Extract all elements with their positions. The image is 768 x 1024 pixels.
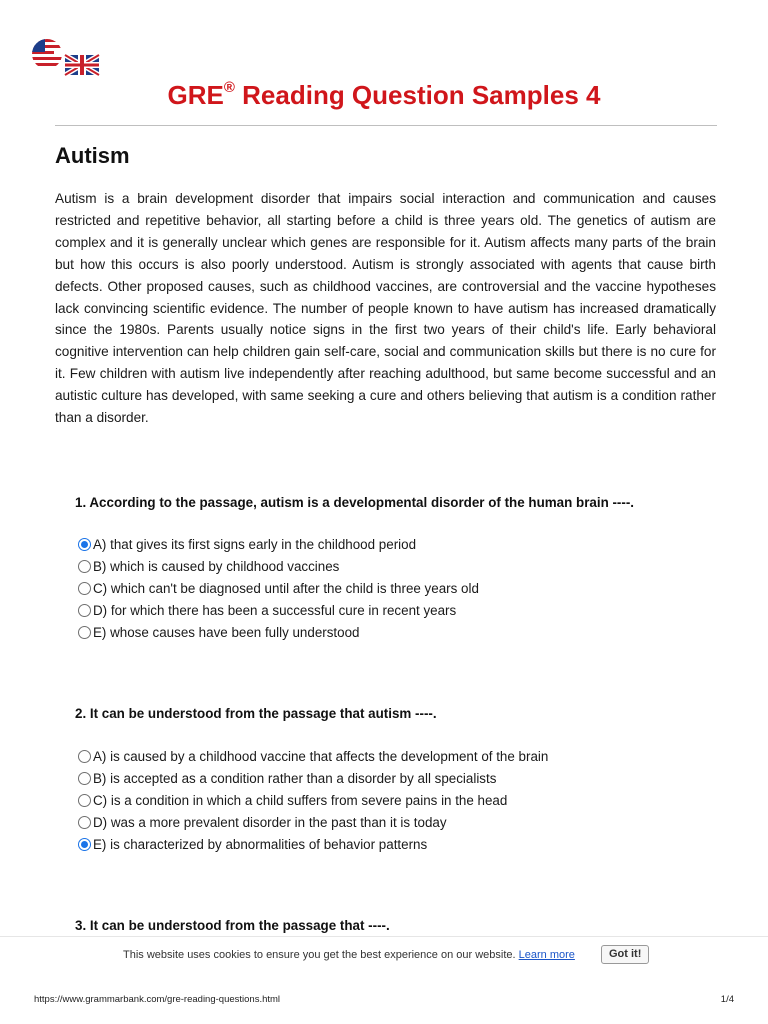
- got-it-button[interactable]: Got it!: [601, 945, 649, 964]
- page-title: GRE® Reading Question Samples 4: [167, 79, 601, 110]
- question-text: 1. According to the passage, autism is a developmental disorder of the human brain ----.: [75, 495, 635, 510]
- option-label: A) that gives its first signs early in the childhood period: [93, 536, 417, 552]
- option-label: B) which is caused by childhood vaccines: [93, 558, 340, 574]
- radio-selected-icon[interactable]: [78, 538, 91, 551]
- learn-more-link[interactable]: Learn more: [518, 949, 575, 961]
- radio-selected-icon[interactable]: [78, 838, 91, 851]
- answer-option-d[interactable]: [75, 599, 735, 621]
- answer-option-b[interactable]: [75, 555, 735, 577]
- article-heading: Autism: [55, 143, 130, 168]
- reading-passage: Autism is a brain development disorder that impairs social interaction and communication and causes restricted and repetitive behavior, all starting before a child is three years old. The genetics of autism are complex and it is generally unclear which genes are responsible for it. Autism affects many parts of the brain but how this occurs is also poorly understood. Autism is strongly associated with agents that cause birth defects. Other proposed causes, such as childhood vaccines, are controversial and the vaccine hypotheses lack convincing scientific evidence. The number of people known to have autism has increased dramatically since the 1980s. Parents usually notice signs in the first two years of their child's life. Early behavioral cognitive intervention can help children gain self-care, social and communication skills but there is no cure for it. Few children with autism live independently after reaching adulthood, but same become successful and an autistic culture has developed, with same seeking a cure and others believing that autism is a condition rather than a disorder.: [55, 191, 716, 426]
- option-label: C) is a condition in which a child suffers from severe pains in the head: [93, 792, 508, 808]
- page-number: 1/4: [720, 994, 734, 1005]
- radio-icon[interactable]: [78, 582, 91, 595]
- radio-icon[interactable]: [78, 794, 91, 807]
- registered-mark: ®: [223, 79, 235, 97]
- radio-icon[interactable]: [78, 750, 91, 763]
- option-label: C) which can't be diagnosed until after the child is three years old: [93, 580, 479, 596]
- radio-icon[interactable]: [78, 626, 91, 639]
- footer-url: https://www.grammarbank.com/gre-reading-questions.html: [34, 994, 281, 1005]
- question-text: 2. It can be understood from the passage that autism ----.: [75, 706, 437, 721]
- option-label: D) was a more prevalent disorder in the past than it is today: [93, 814, 447, 830]
- uk-flag-icon: [65, 55, 99, 75]
- answer-option-c[interactable]: [75, 789, 735, 811]
- question-text: 3. It can be understood from the passage that ----.: [75, 918, 390, 933]
- answer-option-c[interactable]: [75, 577, 735, 599]
- cookie-message: This website uses cookies to ensure you get the best experience on our website. Learn more: [123, 949, 575, 961]
- option-label: E) is characterized by abnormalities of behavior patterns: [93, 836, 428, 852]
- cookie-consent-bar: [0, 936, 768, 975]
- question-3: [75, 918, 735, 933]
- option-label: D) for which there has been a successful cure in recent years: [93, 602, 457, 618]
- answer-option-a[interactable]: [75, 745, 735, 767]
- answer-option-b[interactable]: [75, 767, 735, 789]
- option-label: A) is caused by a childhood vaccine that affects the development of the brain: [93, 748, 549, 764]
- radio-icon[interactable]: [78, 560, 91, 573]
- radio-icon[interactable]: [78, 604, 91, 617]
- radio-icon[interactable]: [78, 816, 91, 829]
- question-1: [75, 495, 735, 643]
- option-label: B) is accepted as a condition rather than a disorder by all specialists: [93, 770, 497, 786]
- answer-option-e[interactable]: [75, 621, 735, 643]
- title-divider: [55, 125, 717, 126]
- answer-option-e[interactable]: [75, 833, 735, 855]
- answer-option-d[interactable]: [75, 811, 735, 833]
- radio-icon[interactable]: [78, 772, 91, 785]
- option-label: E) whose causes have been fully understood: [93, 624, 360, 640]
- site-logo[interactable]: [27, 38, 101, 76]
- answer-option-a[interactable]: [75, 533, 735, 555]
- question-2: [75, 706, 735, 855]
